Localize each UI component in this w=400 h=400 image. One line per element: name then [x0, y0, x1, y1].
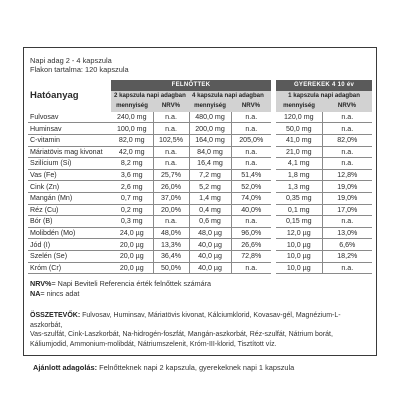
- nrv-header: NRV%: [153, 101, 189, 112]
- ingredient-name: Máriatövis mag kivonat: [28, 146, 111, 158]
- ingredient-name: Molibdén (Mo): [28, 227, 111, 239]
- child1-nrv: 19,0%: [322, 192, 372, 204]
- child1-nrv: 13,0%: [322, 227, 372, 239]
- ingredient-name: Huminsav: [28, 123, 111, 135]
- adult2-nrv: 37,0%: [153, 192, 189, 204]
- child1-qty: 50,0 mg: [276, 123, 322, 135]
- adult2-qty: 0,3 mg: [111, 216, 153, 228]
- dose-1-header: 1 kapszula napi adagban: [276, 91, 372, 102]
- adult2-qty: 20,0 µg: [111, 262, 153, 274]
- child1-nrv: 18,2%: [322, 250, 372, 262]
- adult4-qty: 40,0 µg: [189, 250, 231, 262]
- child1-qty: 0,1 mg: [276, 204, 322, 216]
- adult4-nrv: n.a.: [231, 262, 271, 274]
- adult2-nrv: 102,5%: [153, 134, 189, 146]
- adult4-nrv: 74,0%: [231, 192, 271, 204]
- notes: [24, 274, 376, 298]
- adult2-nrv: n.a.: [153, 112, 189, 123]
- adult2-nrv: 25,7%: [153, 169, 189, 181]
- adult2-qty: 0,2 mg: [111, 204, 153, 216]
- table-row: [28, 146, 372, 158]
- child1-nrv: 6,6%: [322, 239, 372, 251]
- table-row: [28, 239, 372, 251]
- adult2-nrv: 13,3%: [153, 239, 189, 251]
- ingredient-name: Króm (Cr): [28, 262, 111, 274]
- ingredient-name: Jód (I): [28, 239, 111, 251]
- ingredients: [24, 304, 376, 355]
- child1-qty: 0,15 mg: [276, 216, 322, 228]
- dose-4-header: 4 kapszula napi adagban: [189, 91, 271, 102]
- adult2-nrv: 36,4%: [153, 250, 189, 262]
- adult2-qty: 100,0 mg: [111, 123, 153, 135]
- ingredient-column-header: Hatóanyag: [30, 89, 79, 101]
- child1-qty: 4,1 mg: [276, 158, 322, 170]
- table-row: [28, 158, 372, 170]
- child1-nrv: 12,8%: [322, 169, 372, 181]
- adult4-nrv: 51,4%: [231, 169, 271, 181]
- table-row: [28, 192, 372, 204]
- adult4-qty: 480,0 mg: [189, 112, 231, 123]
- adult4-nrv: n.a.: [231, 123, 271, 135]
- adult2-qty: 240,0 mg: [111, 112, 153, 123]
- na-note: NA= nincs adat: [30, 288, 80, 298]
- adult4-qty: 164,0 mg: [189, 134, 231, 146]
- ingredient-name: C-vitamin: [28, 134, 111, 146]
- ingredient-name: Réz (Cu): [28, 204, 111, 216]
- child1-nrv: n.a.: [322, 112, 372, 123]
- table-row: [28, 250, 372, 262]
- child1-qty: 120,0 mg: [276, 112, 322, 123]
- table-row: [28, 262, 372, 274]
- children-section-header: GYEREKEK 4 10 év: [276, 80, 372, 91]
- table-row: [28, 204, 372, 216]
- adult2-qty: 0,7 mg: [111, 192, 153, 204]
- adult4-nrv: 96,0%: [231, 227, 271, 239]
- table-row: [28, 227, 372, 239]
- child1-nrv: 19,0%: [322, 181, 372, 193]
- adult2-nrv: 20,0%: [153, 204, 189, 216]
- adult2-qty: 82,0 mg: [111, 134, 153, 146]
- child1-qty: 1,3 mg: [276, 181, 322, 193]
- child1-nrv: 82,0%: [322, 134, 372, 146]
- adult4-qty: 0,4 mg: [189, 204, 231, 216]
- adult2-nrv: n.a.: [153, 158, 189, 170]
- child1-nrv: 17,0%: [322, 204, 372, 216]
- adult4-qty: 7,2 mg: [189, 169, 231, 181]
- adult2-qty: 8,2 mg: [111, 158, 153, 170]
- ingredient-name: Szilícium (Si): [28, 158, 111, 170]
- ingredient-name: Vas (Fe): [28, 169, 111, 181]
- dosage-text: Felnőtteknek napi 2 kapszula, gyerekeknek napi 1 kapszula: [97, 363, 295, 372]
- child1-qty: 1,8 mg: [276, 169, 322, 181]
- adult4-nrv: 52,0%: [231, 181, 271, 193]
- adult2-qty: 42,0 mg: [111, 146, 153, 158]
- adult2-nrv: n.a.: [153, 123, 189, 135]
- adult4-qty: 1,4 mg: [189, 192, 231, 204]
- adults-section-header: FELNŐTTEK: [111, 80, 271, 91]
- table-row: [28, 216, 372, 228]
- child1-qty: 21,0 mg: [276, 146, 322, 158]
- adult4-nrv: n.a.: [231, 146, 271, 158]
- dose-2-header: 2 kapszula napi adagban: [111, 91, 189, 102]
- child1-qty: 10,0 µg: [276, 250, 322, 262]
- child1-qty: 41,0 mg: [276, 134, 322, 146]
- child1-nrv: n.a.: [322, 158, 372, 170]
- adult4-qty: 0,6 mg: [189, 216, 231, 228]
- ingredient-name: Mangán (Mn): [28, 192, 111, 204]
- adult4-qty: 5,2 mg: [189, 181, 231, 193]
- adult2-nrv: n.a.: [153, 146, 189, 158]
- adult4-nrv: 40,0%: [231, 204, 271, 216]
- adult4-nrv: 205,0%: [231, 134, 271, 146]
- qty-header: mennyiség: [189, 101, 231, 112]
- child1-qty: 0,35 mg: [276, 192, 322, 204]
- table-row: [28, 112, 372, 123]
- adult2-qty: 20,0 µg: [111, 250, 153, 262]
- nutrition-table: [28, 80, 372, 274]
- child1-nrv: n.a.: [322, 262, 372, 274]
- ingredients-label: ÖSSZETEVŐK:: [30, 312, 81, 320]
- adult4-qty: 40,0 µg: [189, 239, 231, 251]
- adult4-qty: 48,0 µg: [189, 227, 231, 239]
- dosage-recommendation: [33, 363, 294, 372]
- adult4-qty: 200,0 mg: [189, 123, 231, 135]
- adult4-nrv: n.a.: [231, 112, 271, 123]
- adult2-nrv: n.a.: [153, 216, 189, 228]
- adult2-nrv: 50,0%: [153, 262, 189, 274]
- child1-nrv: n.a.: [322, 146, 372, 158]
- table-row: [28, 123, 372, 135]
- adult2-qty: 24,0 µg: [111, 227, 153, 239]
- child1-nrv: n.a.: [322, 216, 372, 228]
- ingredients-text: Fulvosav, Huminsav, Máriatövis kivonat, Kálciumklorid, Kovasav-gél, Magnézium-L-aszkorbát, Vas-szulfát, Cink-Laszkorbát, Na-hidrogén-foszfát, Mangán-aszkorbát, Réz-szulfát, Nátrium borát, Káliumjodid, Ammonium-molibdát, Nátriumszelenit, Króm-III-klorid, Tisztított víz.: [30, 312, 341, 348]
- bottle-content-line: Flakon tartalma: 120 kapszula: [30, 65, 129, 74]
- child1-qty: 12,0 µg: [276, 227, 322, 239]
- child1-nrv: n.a.: [322, 123, 372, 135]
- adult2-qty: 3,6 mg: [111, 169, 153, 181]
- adult4-qty: 84,0 mg: [189, 146, 231, 158]
- daily-dose-line: Napi adag 2 - 4 kapszula: [30, 56, 112, 65]
- table-row: [28, 181, 372, 193]
- supplement-label: [23, 47, 377, 356]
- adult2-nrv: 26,0%: [153, 181, 189, 193]
- adult4-qty: 16,4 mg: [189, 158, 231, 170]
- adult2-qty: 20,0 µg: [111, 239, 153, 251]
- child1-qty: 10,0 µg: [276, 262, 322, 274]
- qty-header: mennyiség: [111, 101, 153, 112]
- adult4-nrv: 26,6%: [231, 239, 271, 251]
- table-row: [28, 169, 372, 181]
- child1-qty: 10,0 µg: [276, 239, 322, 251]
- ingredient-name: Fulvosav: [28, 112, 111, 123]
- table-row: [28, 134, 372, 146]
- adult4-nrv: 72,8%: [231, 250, 271, 262]
- ingredient-name: Cink (Zn): [28, 181, 111, 193]
- ingredient-name: Bór (B): [28, 216, 111, 228]
- ingredient-name: Szelén (Se): [28, 250, 111, 262]
- adult2-qty: 2,6 mg: [111, 181, 153, 193]
- label-header: [24, 48, 376, 80]
- adult4-qty: 40,0 µg: [189, 262, 231, 274]
- nrv-note: NRV%= Napi Beviteli Referencia érték felnőttek számára: [30, 279, 212, 289]
- dosage-label: Ajánlott adagolás:: [33, 363, 98, 372]
- adult2-nrv: 48,0%: [153, 227, 189, 239]
- adult4-nrv: n.a.: [231, 158, 271, 170]
- nrv-header: NRV%: [231, 101, 271, 112]
- qty-header: mennyiség: [276, 101, 322, 112]
- adult4-nrv: n.a.: [231, 216, 271, 228]
- nrv-header: NRV%: [322, 101, 372, 112]
